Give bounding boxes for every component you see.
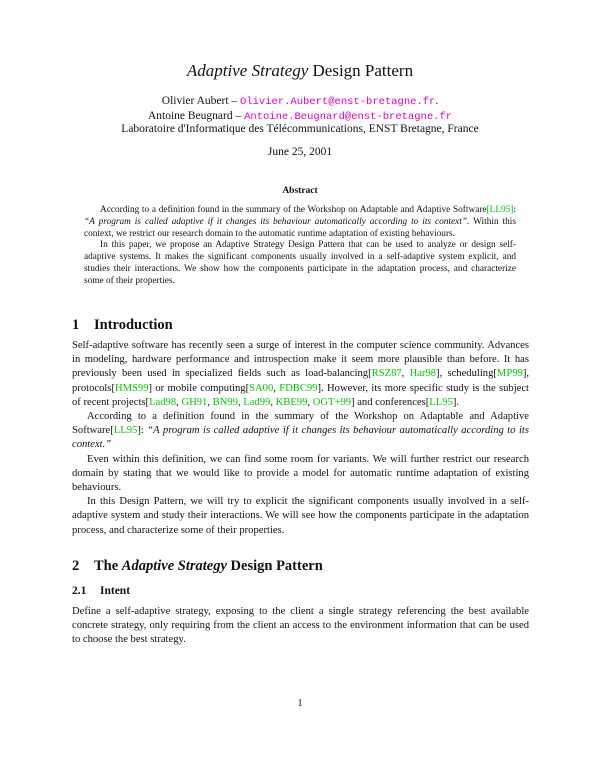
section-1-body: [72, 339, 529, 538]
affiliation: Laboratoire d'Informatique des Télécommunications, ENST Bretagne, France: [121, 123, 479, 135]
intro-paragraph-1: Self-adaptive software has recently seen a surge of interest in the computer science community. Advances in modeling, hardware performance and introspection make it seem more plausible than before. It has previously been used in specialized fields such as load-balancing[RSZ87, Har98], scheduling[MP99], protocols[HMS99] or mobile computing[SA00, FDBC99]. However, its more specific study is the subject of recent projects[Lad98, GH91, BN99, Lad99, KBE99, OGT+99] and conferences[LL95].: [72, 340, 529, 408]
citation-link[interactable]: [LL95]: [486, 205, 514, 215]
intro-paragraph-3: Even within this definition, we can find some room for variants. We will further restrict our research domain by stating that we would like to provide a model for automatic runtime adaptation of existing behaviours.: [72, 453, 529, 494]
intro-paragraph-4: In this Design Pattern, we will try to explicit the significant components usually involved in a self-adaptive system and study their interactions. We will see how the components participate in the adaptation process, and characterize some of their properties.: [72, 496, 529, 536]
citation-link[interactable]: KBE99: [275, 396, 308, 408]
citation-link[interactable]: LL95: [113, 425, 138, 437]
section-2-heading: 2 The Adaptive Strategy Design Pattern: [72, 558, 323, 574]
author-line-aubert: Olivier Aubert – Olivier.Aubert@enst-bretagne.fr.: [161, 95, 439, 108]
intent-paragraph: Define a self-adaptive strategy, exposing to the client a single strategy referencing the best available concrete strategy, only requiring from the client an access to the environment information that can be used to choose the best strategy.: [72, 606, 529, 646]
author-line-beugnard: Antoine Beugnard – Antoine.Beugnard@enst-bretagne.fr: [147, 110, 453, 123]
citation-link[interactable]: MP99: [496, 368, 523, 380]
citation-link[interactable]: BN99: [212, 396, 238, 408]
citation-link[interactable]: Lad98: [149, 396, 177, 408]
abstract-body: [84, 205, 516, 288]
intent-body: [72, 605, 529, 648]
citation-link[interactable]: OGT+99: [312, 396, 352, 408]
paper-date: June 25, 2001: [267, 146, 333, 158]
email-link-beugnard[interactable]: Antoine.Beugnard@enst-bretagne.fr: [244, 111, 453, 123]
citation-link[interactable]: Har98: [409, 368, 437, 380]
citation-link[interactable]: LL95: [429, 396, 453, 408]
intro-paragraph-2: According to a definition found in the summary of the Workshop on Adaptable and Adaptive Software[LL95]: “A program is called adaptive if it changes its behaviour automatically according to its context.”: [72, 411, 529, 451]
abstract-heading: Abstract: [282, 186, 318, 196]
citation-link[interactable]: SA00: [249, 382, 274, 394]
paper-title: Adaptive Strategy Design Pattern: [186, 61, 414, 80]
citation-link[interactable]: FDBC99: [279, 382, 318, 394]
citation-link[interactable]: RSZ87: [371, 368, 402, 380]
citation-link[interactable]: HMS99: [114, 382, 149, 394]
page-number: 1: [297, 698, 303, 709]
abstract-paragraph-2: In this paper, we propose an Adaptive Strategy Design Pattern that can be used to analyze or design self-adaptive systems. It makes the significant components usually involved in a self-adaptive system explicit, and studies their interactions. We show how the components participate in the adaptation process, and characterize some of their properties.: [84, 240, 516, 286]
subsection-2-1-heading: 2.1 Intent: [72, 585, 131, 597]
section-1-heading: 1 Introduction: [72, 317, 173, 333]
abstract-paragraph-1: According to a definition found in the summary of the Workshop on Adaptable and Adaptive Software[LL95]: “A program is called adaptive if it changes its behaviour automatically according to its context”. Within this context, we restrict our research domain to the automatic runtime adaptation of existing behaviours.: [84, 205, 516, 239]
citation-link[interactable]: Lad99: [243, 396, 271, 408]
citation-link[interactable]: GH91: [181, 396, 208, 408]
email-link-aubert[interactable]: Olivier.Aubert@enst-bretagne.fr: [240, 96, 436, 108]
